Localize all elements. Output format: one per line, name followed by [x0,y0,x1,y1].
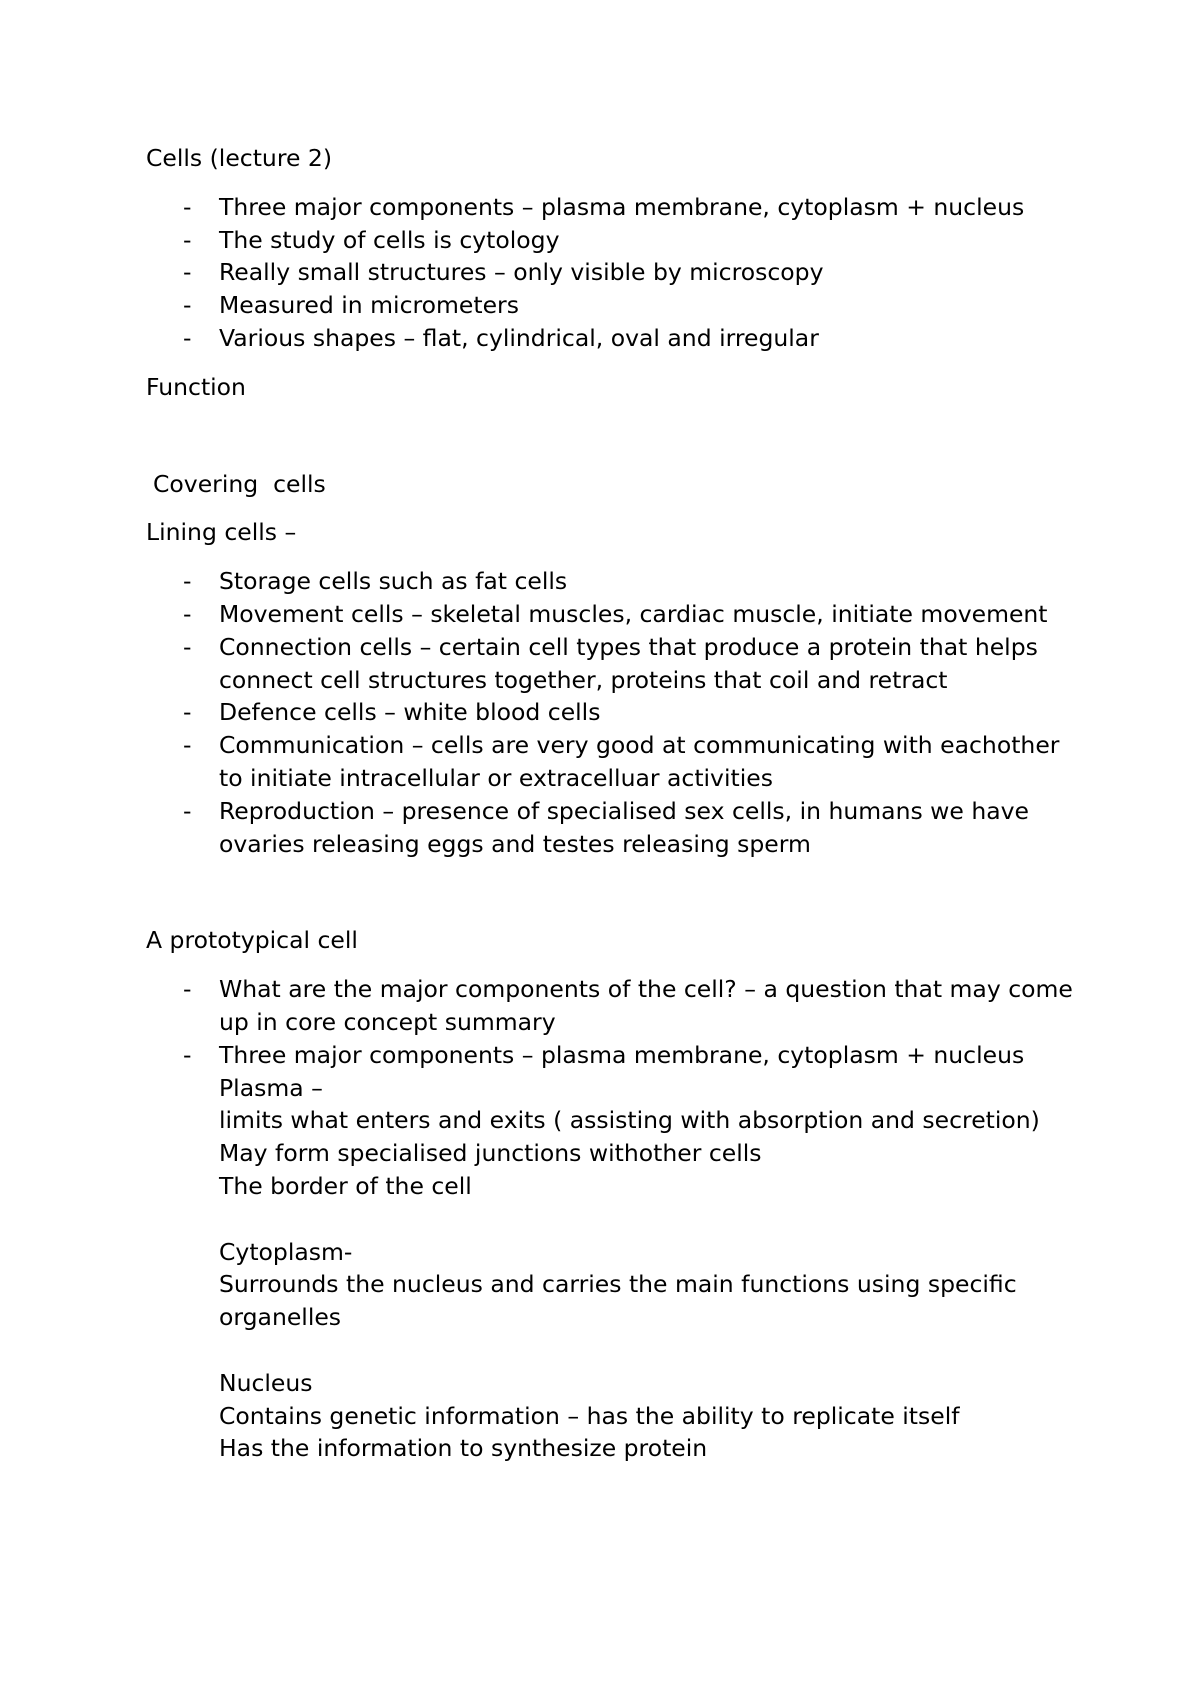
prototypical-cell-heading: A prototypical cell [146,926,358,955]
list-item: - Various shapes – flat, cylindrical, oval and irregular [146,322,1080,355]
nucleus-heading: Nucleus [219,1368,313,1397]
list-item: - Measured in micrometers [146,289,1080,322]
list-item: - Storage cells such as fat cells [146,565,1080,598]
list-item: - Connection cells – certain cell types that produce a protein that helps connect cell structures together, proteins that coil and retract [183,632,1038,694]
list-item: - Three major components – plasma membrane, cytoplasm + nucleus [146,1039,1080,1072]
plasma-line: The border of the cell [219,1171,472,1200]
nucleus-line: Contains genetic information – has the ability to replicate itself [219,1401,960,1430]
spacer [146,876,1080,924]
page-title: Cells (lecture 2) [146,144,333,172]
plasma-line: limits what enters and exits ( assisting with absorption and secretion) [219,1106,1040,1135]
lining-cells-heading: Lining cells – [146,518,297,547]
cytoplasm-section [146,1236,1080,1334]
bullet-dash: - [183,323,192,352]
cytoplasm-heading: Cytoplasm- [219,1237,353,1266]
bullet-dash: - [183,698,192,727]
bullet-dash: - [183,567,192,596]
list-item: - Movement cells – skeletal muscles, cardiac muscle, initiate movement [146,598,1080,631]
prototypical-bullet-list [146,973,1080,1071]
bullet-dash: - [183,258,192,287]
bullet-dash: - [183,291,192,320]
bullet-dash: - [183,975,192,1004]
list-item: - Really small structures – only visible by microscopy [146,256,1080,289]
spacer [146,1203,1080,1236]
spacer [146,420,1080,468]
cytoplasm-line: Surrounds the nucleus and carries the main functions using specific organelles [219,1270,1017,1332]
nucleus-section [146,1367,1080,1465]
list-item: - What are the major components of the cell? – a question that may come up in core concept summary [183,975,1073,1036]
bullet-dash: - [183,599,192,628]
bullet-dash: - [183,192,192,221]
function-heading: Function [146,372,246,401]
list-item: - Reproduction – presence of specialised sex cells, in humans we have ovaries releasing eggs and testes releasing sperm [183,796,1029,858]
list-item: - The study of cells is cytology [146,224,1080,257]
bullet-dash: - [183,796,192,825]
covering-cells-heading: Covering cells [153,469,326,498]
lining-bullet-list [146,565,1080,860]
list-item: - Defence cells – white blood cells [146,696,1080,729]
spacer [146,1334,1080,1367]
bullet-dash: - [183,1040,192,1069]
bullet-dash: - [183,731,192,760]
list-item: - Three major components – plasma membrane, cytoplasm + nucleus [146,191,1080,224]
bullet-dash: - [183,225,192,254]
plasma-section [146,1072,1080,1203]
plasma-line: May form specialised junctions withother cells [219,1139,762,1168]
nucleus-line: Has the information to synthesize protein [219,1434,708,1463]
bullet-dash: - [183,632,192,661]
intro-bullet-list [146,191,1080,355]
plasma-heading: Plasma – [219,1073,323,1102]
list-item: - Communication – cells are very good at communicating with eachother to initiate intracellular or extracelluar activities [183,731,1060,792]
